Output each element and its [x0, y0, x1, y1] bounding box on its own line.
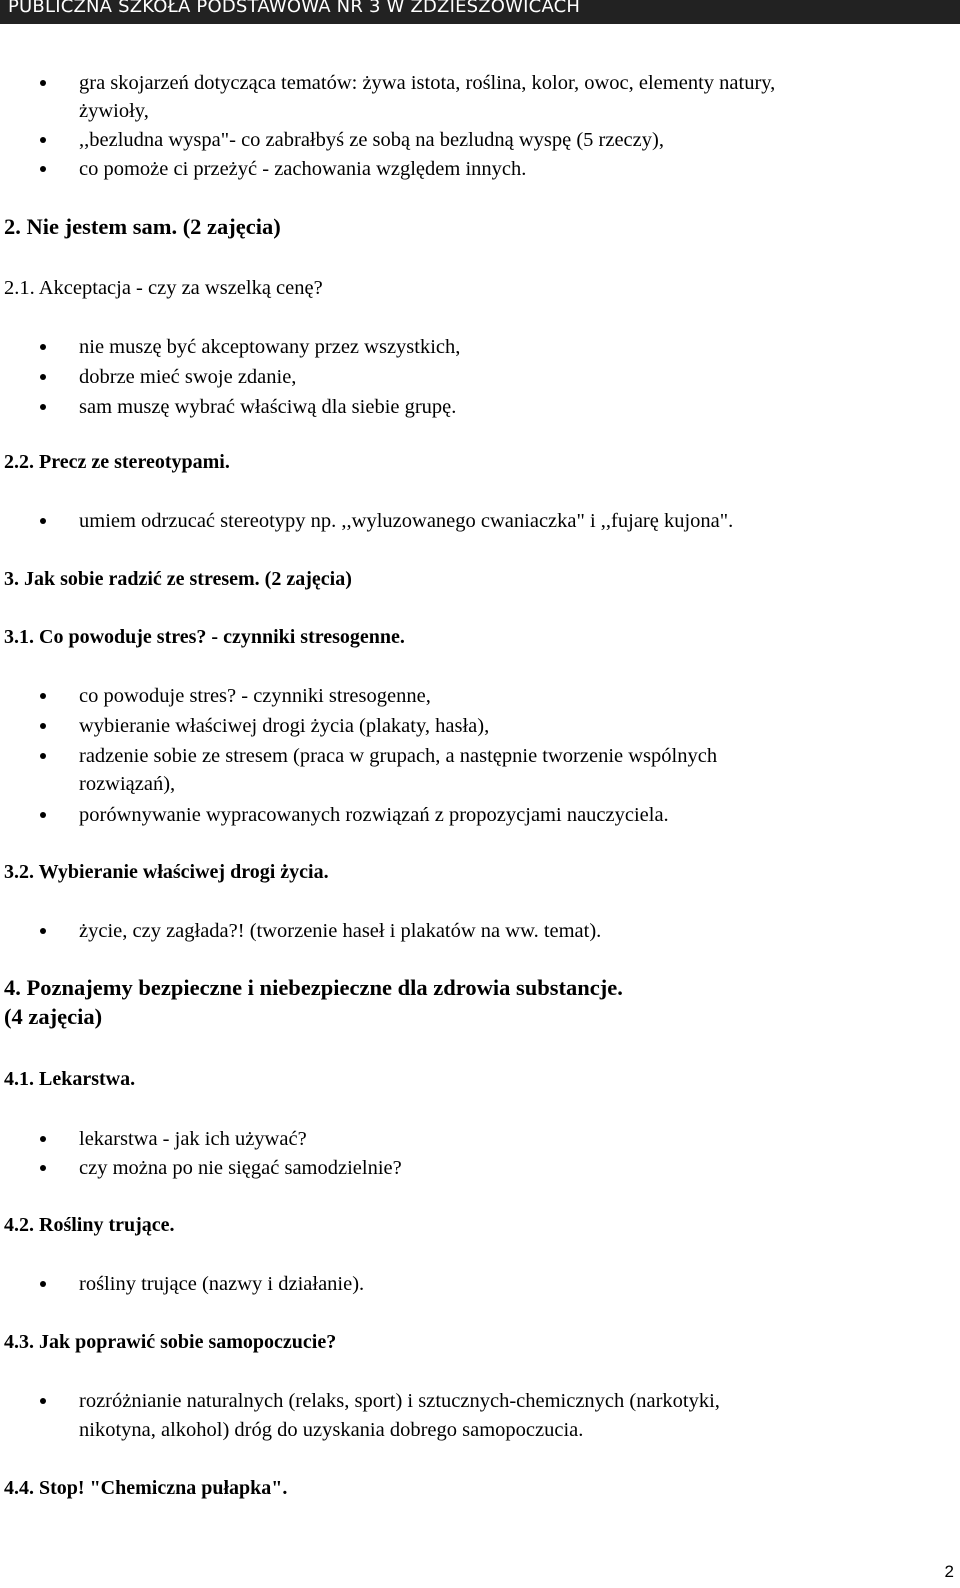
list-item: życie, czy zagłada?! (tworzenie haseł i plakatów na ww. temat). [79, 920, 602, 942]
list-item: rozróżnianie naturalnych (relaks, sport) i sztucznych-chemicznych (narkotyki, [79, 1390, 720, 1412]
subsection-heading: 4.3. Jak poprawić sobie samopoczucie? [4, 1331, 337, 1353]
list-item-continuation: rozwiązań), [79, 773, 176, 795]
list-item: nie muszę być akceptowany przez wszystkich, [79, 336, 461, 358]
list-item: umiem odrzucać stereotypy np. ,,wyluzowanego cwaniaczka" i ,,fujarę kujona". [79, 510, 734, 532]
bullet-icon [40, 518, 46, 524]
bullet-icon [40, 137, 46, 143]
page-number: 2 [944, 1562, 954, 1581]
subsection-heading: 4.1. Lekarstwa. [4, 1068, 136, 1090]
bullet-icon [40, 1281, 46, 1287]
subsection-heading: 2.2. Precz ze stereotypami. [4, 451, 230, 473]
bullet-icon [40, 753, 46, 759]
bullet-icon [40, 723, 46, 729]
list-item: gra skojarzeń dotycząca tematów: żywa istota, roślina, kolor, owoc, elementy natury, [79, 72, 776, 94]
list-item-continuation: żywioły, [79, 100, 149, 122]
bullet-icon [40, 1136, 46, 1142]
list-item: dobrze mieć swoje zdanie, [79, 366, 297, 388]
bullet-icon [40, 166, 46, 172]
list-item-continuation: nikotyna, alkohol) dróg do uzyskania dobrego samopoczucia. [79, 1419, 584, 1441]
section-heading: 3. Jak sobie radzić ze stresem. (2 zajęcia) [4, 568, 352, 590]
list-item: radzenie sobie ze stresem (praca w grupach, a następnie tworzenie wspólnych [79, 745, 718, 767]
document-header [0, 0, 960, 24]
list-item: porównywanie wypracowanych rozwiązań z propozycjami nauczyciela. [79, 804, 669, 826]
bullet-icon [40, 1165, 46, 1171]
bullet-icon [40, 80, 46, 86]
list-item: rośliny trujące (nazwy i działanie). [79, 1273, 365, 1295]
section-heading: 4. Poznajemy bezpieczne i niebezpieczne dla zdrowia substancje. [4, 975, 623, 1000]
subsection-heading: 4.4. Stop! "Chemiczna pułapka". [4, 1477, 288, 1499]
section-heading: 2. Nie jestem sam. (2 zajęcia) [4, 214, 281, 239]
subsection-heading: 3.2. Wybieranie właściwej drogi życia. [4, 861, 329, 883]
list-item: co powoduje stres? - czynniki stresogenne, [79, 685, 431, 707]
list-item: wybieranie właściwej drogi życia (plakaty, hasła), [79, 715, 490, 737]
bullet-icon [40, 1398, 46, 1404]
subsection-heading: 2.1. Akceptacja - czy za wszelką cenę? [4, 277, 323, 299]
list-item: co pomoże ci przeżyć - zachowania względem innych. [79, 158, 527, 180]
bullet-icon [40, 344, 46, 350]
bullet-icon [40, 693, 46, 699]
list-item: lekarstwa - jak ich używać? [79, 1128, 307, 1150]
school-name: PUBLICZNA SZKOŁA PODSTAWOWA NR 3 W ZDZIESZOWICACH [8, 0, 581, 17]
list-item: czy można po nie sięgać samodzielnie? [79, 1157, 402, 1179]
bullet-icon [40, 928, 46, 934]
bullet-icon [40, 374, 46, 380]
bullet-icon [40, 404, 46, 410]
section-heading-continuation: (4 zajęcia) [4, 1004, 103, 1029]
subsection-heading: 3.1. Co powoduje stres? - czynniki stresogenne. [4, 626, 405, 648]
list-item: ,,bezludna wyspa"- co zabrałbyś ze sobą na bezludną wyspę (5 rzeczy), [79, 129, 664, 151]
subsection-heading: 4.2. Rośliny trujące. [4, 1214, 175, 1236]
bullet-icon [40, 812, 46, 818]
list-item: sam muszę wybrać właściwą dla siebie grupę. [79, 396, 457, 418]
